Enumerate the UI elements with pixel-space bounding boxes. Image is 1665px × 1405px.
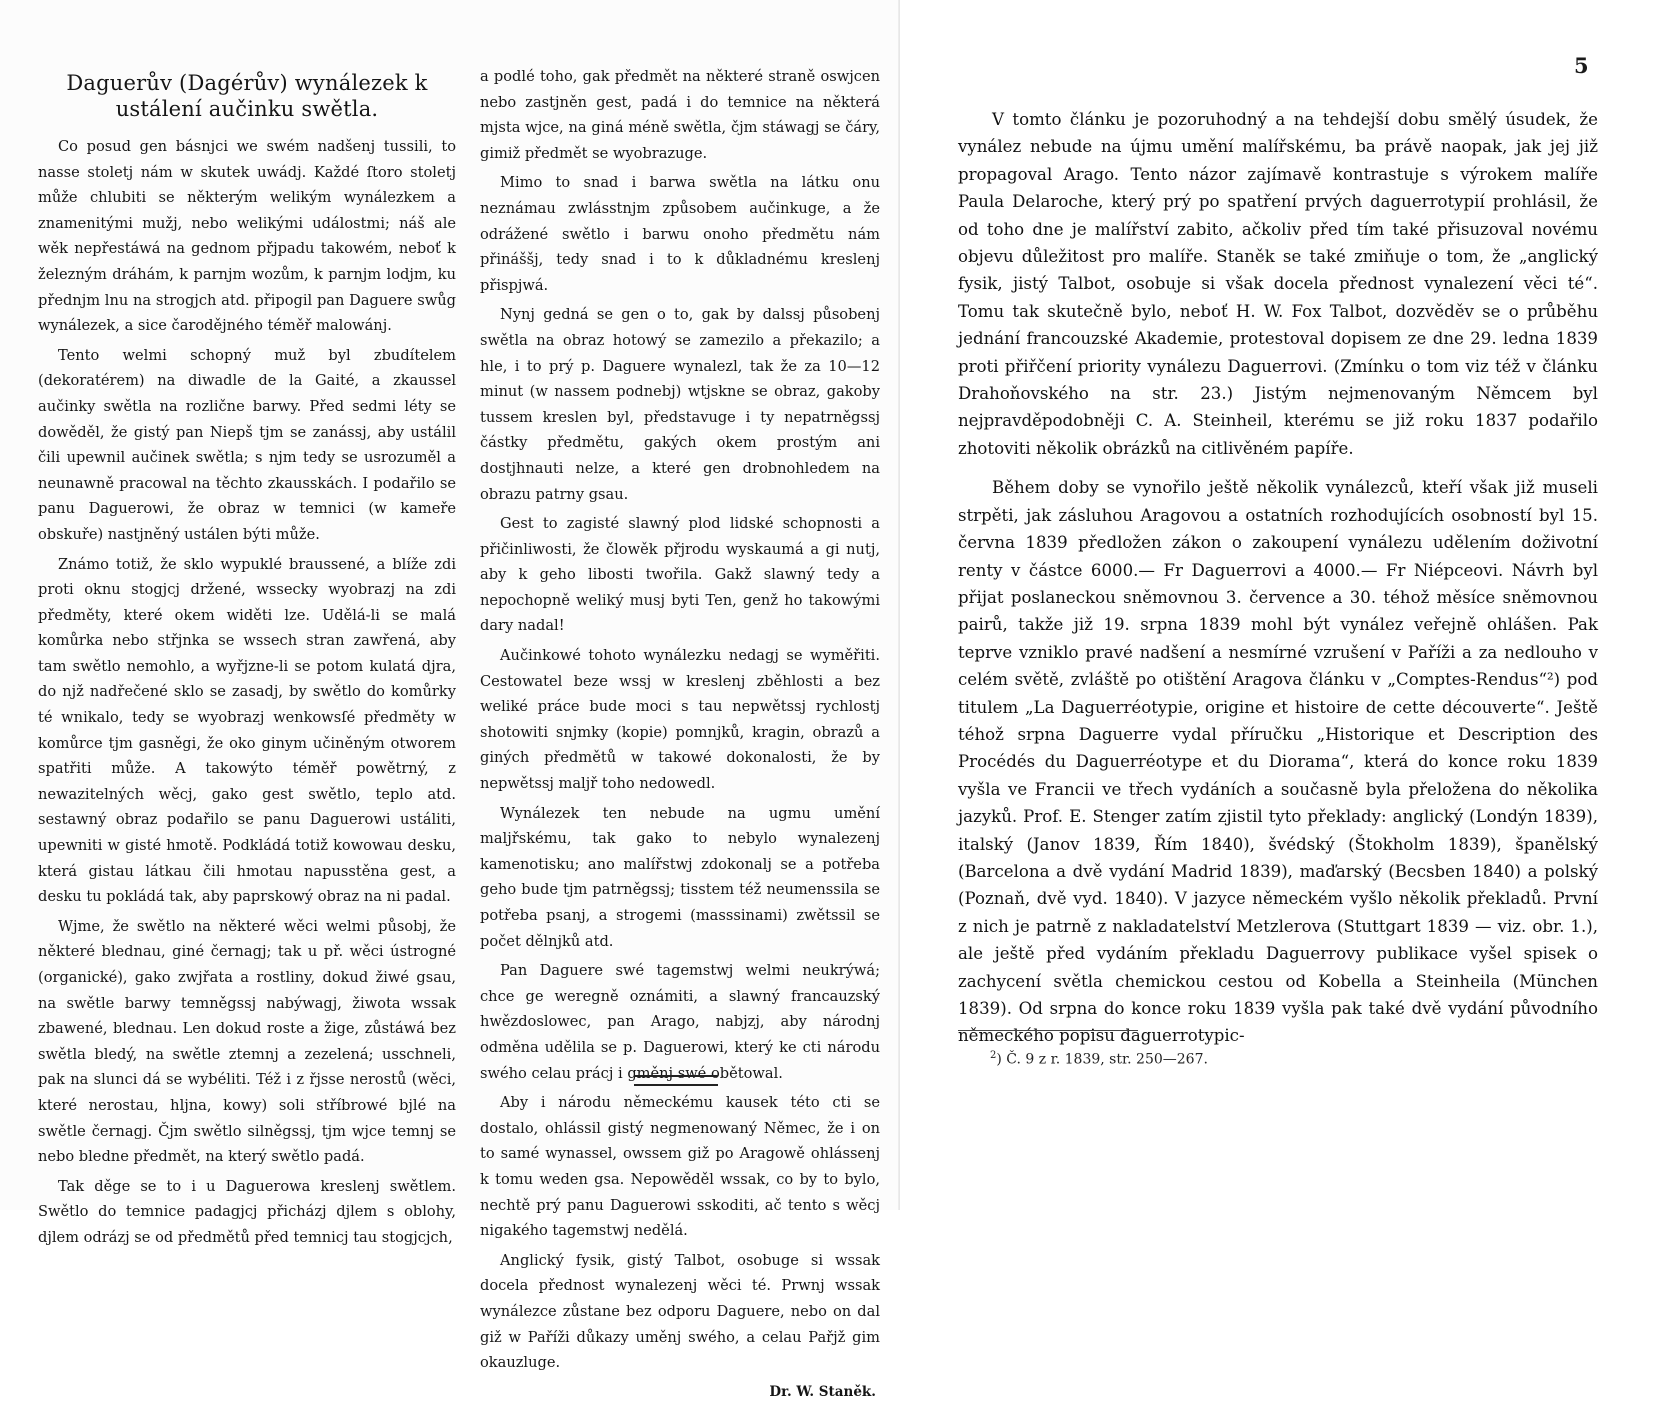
article-paragraph: Známo totiž, že sklo wypuklé braussené, a blíže zdi proti oknu stogjcj držené, wssecky wyobrazj na zdi předměty, které okem widěti lze. Udělá-li se malá komůrka nebo střjnka se wssech stran zawřená, aby tam swětlo nemohlo, a wyřjzne-li se potom kulatá djra, do njž nadřečené sklo se zasadj, by swětlo do komůrky té wnikalo, tedy se wyobrazj wenkowsſé předměty w komůrce tjm gasněgi, že oko ginym učiněným otworem spatřiti může. A takowýto téměř powětrný, z newazitelných wěcj, gako gest swětlo, teplo atd. sestawný obraz podařilo se panu Daguerowi ustáliti, upewniti w gisté hmotě. Podkládá totiž kowowau desku, která gistau látkau čili hmotau napusstěna gest, a desku tu pokládá tak, aby paprskowý obraz na ni padal. bbox=[38, 555, 456, 906]
footnote-text: ) Č. 9 z r. 1839, str. 250—267. bbox=[996, 1051, 1208, 1068]
article-paragraph: Wjme, že swětlo na některé wěci welmi působj, že některé blednau, giné černagj; tak u př. wěci ústrogné (organické), gako zwjřata a rostliny, dokud žiwé gsau, na swětle barwy temněgssj nabýwagj, žiwota wssak zbawené, blednau. Len dokud roste a žige, zůstáwá bez swětla bledý, na swětle ztemnj a zezelená; usschneli, pak na slunci dá se wybéliti. Též i z řjsse nerostů (wěci, které nerostau, hljna, kowy) soli stříbrowé bjlé na swětle černagj. Čjm swětlo silněgssj, tjm wjce temnj se nebo bledne předmět, na který swětlo padá. bbox=[38, 917, 456, 1166]
commentary-text bbox=[958, 106, 1598, 1062]
article-paragraph: Tak děge se to i u Daguerowa kreslenj swětlem. Swětlo do temnice padagjcj přicházj djlem s oblohy, djlem odrázj se od předmětů před temnicj tau stogjcjch, bbox=[38, 1177, 456, 1246]
article-paragraph: Tento welmi schopný muž byl zbudítelem (dekoratérem) na diwadle de la Gaité, a zkaussel aučinky swětla na rozlične barwy. Před sedmi léty se dowěděl, že gistý pan Niepš tjm se zanássj, aby ustálil čili upewnil aučinek swětla; s njm tedy se usrozuměl a neunawně pracowal na těchto zkausskách. I podařilo se panu Daguerowi, že obraz w temnici (w kameře obskuře) nastjněný ustálen býti může. bbox=[38, 346, 456, 543]
page-number: 5 bbox=[1574, 53, 1589, 78]
article-paragraph: Aby i národu německému kausek této cti se dostalo, ohlássil gistý negmenowaný Němec, že i on to samé wynassel, owssem giž po Aragowě ohlássenj k tomu weden gsa. Nepowěděl wssak, co by to bylo, nechtě prý panu Daguerowi sskoditi, ač tento s wěcj nigakého tagemstwj nedělá. bbox=[480, 1094, 880, 1240]
article-paragraph: Aučinkowé tohoto wynálezku nedagj se wyměřiti. Cestowatel beze wssj w kreslenj zběhlosti a bez weliké práce bude moci s tau nepwětssj rychlostj shotowiti snjmky (kopie) pomnjků, kragin, obrazů a giných předmětů w takowé dokonalosti, že by nepwětssj maljř toho nedowedl. bbox=[480, 647, 880, 793]
article-paragraph: Gest to zagisté slawný plod lidské schopnosti a přičinliwosti, že člowěk přjrodu wyskaumá a gi nutj, aby k geho libosti twořila. Gakž slawný tedy a nepochopně weliký musj byti Ten, genž ho takowými dary nadal! bbox=[480, 515, 880, 635]
commentary-paragraph: V tomto článku je pozoruhodný a na tehdejší dobu smělý úsudek, že vynález nebude na újmu umění malířskému, ba právě naopak, jak jej již propagoval Arago. Tento názor zajímavě kontrastuje s výrokem malíře Paula Delaroche, který prý po spatření prvých daguerrotypií prohlásil, že od toho dne je malířství zabito, ačkoliv před tím také přisuzoval novému objevu důležitost pro malíře. Staněk se také zmiňuje o tom, že „anglický fysik, jistý Talbot, osobuje si však docela přednost vynalezení věci té“. Tomu tak skutečně bylo, neboť H. W. Fox Talbot, dozvěděv se o průběhu jednání francouzské Akademie, protestoval dopisem ze dne 29. ledna 1839 proti přiřčení priority vynálezu Daguerrovi. (Zmínku o tom viz též v článku Drahoňovského na str. 23.) Jistým nejmenovaným Němcem byl nejpravděpodobněji C. A. Steinheil, kterému se již roku 1837 podařilo zhotoviti několik obrázků na citlivěném papíře. bbox=[958, 110, 1598, 458]
footnote-rule bbox=[958, 1030, 1138, 1031]
article-paragraph: a podlé toho, gak předmět na některé straně oswjcen nebo zastjněn gest, padá i do temnice na některá mjsta wjce, na giná méně swětla, čjm stáwagj se čáry, gimiž předmět se wyobrazuge. bbox=[480, 68, 880, 162]
article-paragraph: Wynálezek ten nebude na ugmu umění maljřskému, tak gako to nebylo wynalezenj kamenotisku; ano malířstwj zdokonalj se a potřeba geho bude tjm patrněgssj; tisstem též neumenssila se potřeba psanj, a strogemi (masssinami) zwětssil se počet dělnjků atd. bbox=[480, 804, 880, 950]
article-paragraph: Mimo to snad i barwa swětla na látku onu neznámau zwlásstnjm způsobem aučinkuge, a že odrážené swětlo i barwu onoho předmětu nám přináššj, tedy snad i to k důkladnému kreslenj přispjwá. bbox=[480, 174, 880, 294]
article-column-1 bbox=[38, 64, 456, 1255]
end-rule bbox=[634, 1075, 718, 1086]
article-paragraph: Anglický fysik, gistý Talbot, osobuge si wssak docela přednost wynalezenj wěci té. Prwnj wssak wynálezce zůstane bez odporu Daguere, nebo on dal giž w Paříži důkazy uměnj swého, a celau Pařjž gim okauzluge. bbox=[480, 1251, 880, 1372]
footnote-mark: 2 bbox=[990, 1050, 997, 1061]
article-paragraph: Nynj gedná se gen o to, gak by dalssj působenj swětla na obraz hotowý se zamezilo a překazilo; a hle, i to prý p. Daguere wynalezl, tak že za 10—12 minut (w nassem podnebj) wtjskne se obraz, gakoby tussem kreslen byl, představuge i ty nepatrněgssj částky předmětu, gakých okem prostým ani dostjhnauti nelze, a které gen drobnohledem na obrazu patrny gsau. bbox=[480, 306, 880, 503]
commentary-paragraph: Během doby se vynořilo ještě několik vynálezců, kteří však již museli strpěti, jak zásluhou Aragovou a ostatních rozhodujících osobností byl 15. června 1839 předložen zákon o zakoupení vynálezu udělením doživotní renty v částce 6000.— Fr Daguerrovi a 4000.— Fr Niépceovi. Návrh byl přijat poslaneckou sněmovnou 3. července a 30. téhož měsíce sněmovnou pairů, takže již 19. srpna 1839 mohl být vynález veřejně ohlášen. Pak teprve vzniklo pravé nadšení a nesmírné vzrušení v Paříži a za nedlouho v celém světě, zvláště po otištění Aragova článku v „Comptes-Rendus“²) pod titulem „La Daguerréotypie, origine et histoire de cette découverte“. Ještě téhož srpna Daguerre vydal příručku „Historique et Description des Procédés du Daguerréotype et du Diorama“, která do konce roku 1839 vyšla ve Francii ve třech vydáních a současně byla přeložena do několika jazyků. Prof. E. Stenger zatím zjistil tyto překlady: anglický (Londýn 1839), italský (Janov 1839, Řím 1840), švédský (Štokholm 1839), španělský (Barcelona a dvě vydání Madrid 1839), maďarský (Becsben 1840) a polský (Poznaň, dvě vyd. 1840). V jazyce německém vyšlo několik překladů. První z nich je patrně z nakladatelství Metzlerova (Stuttgart 1839 — viz. obr. 1.), ale ještě před vydáním překladu Daguerrovy publikace vyšel spisek o zachycení světla chemickou cestou od Kobella a Steinheila (München 1839). Od srpna do konce roku 1839 vyšla pak také dvě vydání původního německého popisu daguerrotypic- bbox=[958, 478, 1598, 1046]
footnote bbox=[990, 1050, 1208, 1068]
article-paragraph: Pan Daguere swé tagemstwj welmi neukrýwá; chce ge weregně oznámiti, a slawný francauzský hwězdoslowec, pan Arago, nabjzj, aby národnj odměna udělila se p. Daguerowi, který ke cti národu swého celau prácj i gměnj swé obětowal. bbox=[480, 962, 880, 1082]
article-headline: Daguerův (Dagérův) wynálezek k ustálení aučinku swětla. bbox=[66, 71, 428, 121]
article-paragraph: Co posud gen básnjci we swém nadšenj tussili, to nasse stoletj nám w skutek uwádj. Každé ſtoro stoletj může chlubiti se některým welikým wynálezkem a znamenitými mužj, nebo welikými událostmi; náš ale wěk nepřestáwá na gednom přjpadu takowém, neboť k železným dráhám, k parnjm wozům, k parnjm lodjm, ku přednjm lnu na strogjch atd. připogil pan Daguere swůg wynálezek, a sice čarodějného téměř malowánj. bbox=[38, 138, 456, 335]
article-column-2 bbox=[480, 64, 880, 1405]
article-signature: Dr. W. Staněk. bbox=[769, 1383, 876, 1400]
